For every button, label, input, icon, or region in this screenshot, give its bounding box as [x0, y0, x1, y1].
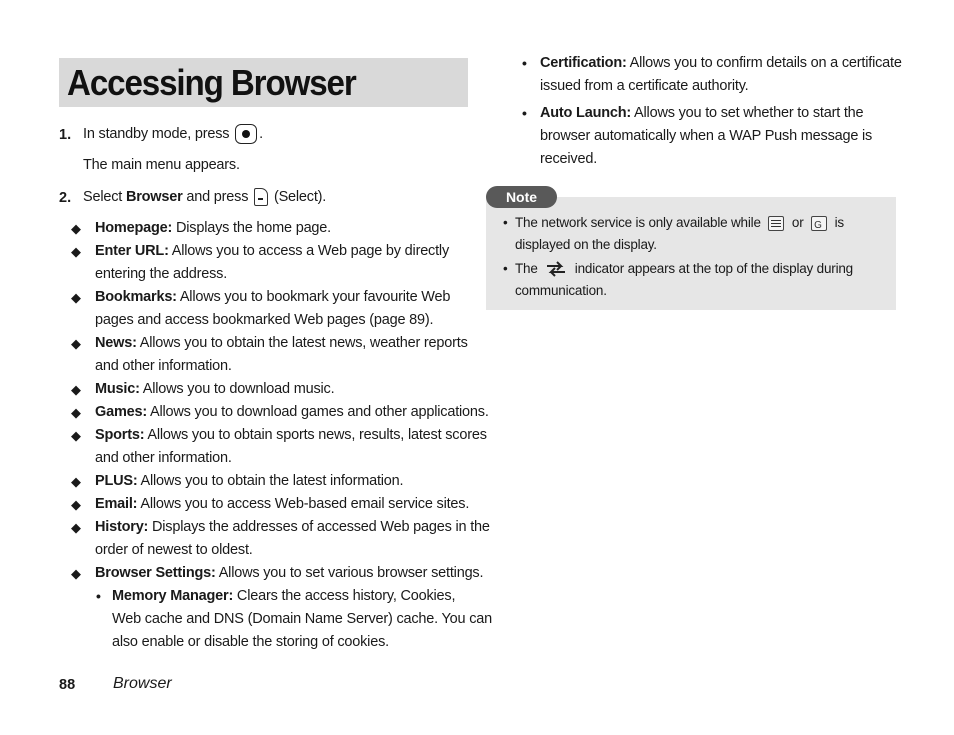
note-bullet: • [503, 215, 508, 230]
note-item-1-line2: displayed on the display. [515, 237, 657, 252]
menu-item-label: PLUS: [95, 473, 138, 489]
step-2-pre: Select [83, 189, 126, 205]
step-2-post: (Select). [270, 189, 327, 205]
menu-item-label: Homepage: [95, 220, 173, 236]
menu-item [95, 332, 468, 355]
menu-item [95, 470, 403, 493]
menu-item-text: Allows you to download music. [139, 381, 335, 397]
sub-item [112, 585, 455, 608]
bullet-icon: • [96, 588, 101, 604]
menu-item [95, 516, 490, 539]
step-number: 1. [59, 127, 72, 143]
diamond-bullet-icon: ◆ [71, 566, 81, 581]
diamond-bullet-icon: ◆ [71, 336, 81, 351]
note-item-2-line2: communication. [515, 283, 607, 298]
note-item-2-post: indicator appears at the top of the display during [574, 261, 853, 276]
menu-item [95, 378, 334, 401]
bullet-icon: • [522, 55, 527, 71]
sub-item-text: Clears the access history, Cookies, [233, 588, 456, 604]
menu-item [95, 286, 450, 309]
step-1-pre: In standby mode, press [83, 126, 234, 142]
page-title: Accessing Browser [67, 62, 356, 103]
step-2-text [83, 186, 326, 209]
network-status-icon [768, 216, 784, 231]
menu-item [95, 263, 227, 286]
diamond-bullet-icon: ◆ [71, 520, 81, 535]
menu-item-text: Allows you to obtain the latest information. [137, 473, 404, 489]
note-item-2 [515, 258, 853, 280]
menu-item-text: Allows you to access a Web page by directly [168, 243, 450, 259]
menu-item-label: Enter URL: [95, 243, 169, 259]
diamond-bullet-icon: ◆ [71, 428, 81, 443]
menu-item-text: Allows you to obtain the latest news, weather reports [136, 335, 468, 351]
menu-item-label: History: [95, 519, 149, 535]
menu-item-text: order of newest to oldest. [95, 542, 253, 558]
diamond-bullet-icon: ◆ [71, 221, 81, 236]
note-item-1-mid: or [791, 215, 804, 230]
menu-item-label: News: [95, 335, 137, 351]
menu-item [95, 447, 232, 470]
page-number: 88 [59, 677, 76, 693]
menu-item [95, 217, 331, 240]
menu-item [95, 562, 483, 585]
step-1-text [83, 123, 263, 146]
title-bar [59, 58, 468, 107]
menu-item-text: and other information. [95, 450, 232, 466]
step-2-bold: Browser [125, 189, 183, 205]
menu-item-text: Allows you to obtain sports news, results, latest scores [144, 427, 487, 443]
step-number: 2. [59, 190, 72, 206]
step-1-post: . [259, 126, 263, 142]
note-item-1 [515, 212, 844, 234]
menu-item-text: Displays the home page. [172, 220, 331, 236]
menu-item-text: and other information. [95, 358, 232, 374]
diamond-bullet-icon: ◆ [71, 244, 81, 259]
section-label: Browser [113, 675, 172, 692]
menu-item [95, 493, 469, 516]
sub-item-text: Allows you to set whether to start the [631, 105, 864, 121]
menu-item-label: Games: [95, 404, 147, 420]
sub-item [112, 608, 492, 631]
menu-item-label: Bookmarks: [95, 289, 177, 305]
sub-item [540, 102, 863, 125]
menu-item-label: Email: [95, 496, 138, 512]
sub-item [540, 148, 597, 171]
note-bullet: • [503, 261, 508, 276]
menu-item-label: Sports: [95, 427, 145, 443]
sub-item-text: Allows you to confirm details on a certificate [626, 55, 902, 71]
step-2-mid: and press [182, 189, 253, 205]
menu-item [95, 309, 433, 332]
menu-item [95, 355, 232, 378]
soft-key-icon [254, 188, 268, 206]
sub-item-text: Web cache and DNS (Domain Name Server) cache. You can [112, 611, 493, 627]
sub-item [540, 75, 749, 98]
center-key-icon [235, 124, 257, 144]
menu-item-text: Allows you to bookmark your favourite Web [176, 289, 451, 305]
menu-item-text: pages and access bookmarked Web pages (page 89). [95, 312, 434, 328]
gprs-icon [811, 216, 827, 231]
diamond-bullet-icon: ◆ [71, 405, 81, 420]
sub-item-text: received. [540, 151, 598, 167]
diamond-bullet-icon: ◆ [71, 290, 81, 305]
menu-item-text: Allows you to download games and other applications. [147, 404, 489, 420]
sub-item-label: Certification: [540, 55, 627, 71]
sub-item [540, 125, 872, 148]
sub-item-label: Auto Launch: [540, 105, 632, 121]
menu-item [95, 539, 253, 562]
bullet-icon: • [522, 105, 527, 121]
note-item-2-pre: The [515, 261, 538, 276]
menu-item-label: Music: [95, 381, 140, 397]
menu-item-text: Allows you to set various browser settings. [215, 565, 484, 581]
sub-item [112, 631, 389, 654]
note-tab: Note [486, 186, 557, 208]
menu-item-text: entering the address. [95, 266, 228, 282]
note-item-1-pre: The network service is only available while [515, 215, 761, 230]
step-1-result: The main menu appears. [83, 157, 240, 173]
note-item-1-post: is [834, 215, 844, 230]
sub-item-label: Memory Manager: [112, 588, 234, 604]
menu-item-text: Allows you to access Web-based email service sites. [137, 496, 470, 512]
sub-item-text: issued from a certificate authority. [540, 78, 749, 94]
menu-item [95, 424, 487, 447]
diamond-bullet-icon: ◆ [71, 497, 81, 512]
menu-item [95, 401, 489, 424]
sub-item-text: browser automatically when a WAP Push message is [540, 128, 873, 144]
sub-item-text: also enable or disable the storing of cookies. [112, 634, 389, 650]
menu-item-label: Browser Settings: [95, 565, 216, 581]
diamond-bullet-icon: ◆ [71, 382, 81, 397]
menu-item-text: Displays the addresses of accessed Web pages in the [148, 519, 490, 535]
menu-item [95, 240, 449, 263]
diamond-bullet-icon: ◆ [71, 474, 81, 489]
sub-item [540, 52, 902, 75]
data-transfer-icon [545, 261, 567, 277]
